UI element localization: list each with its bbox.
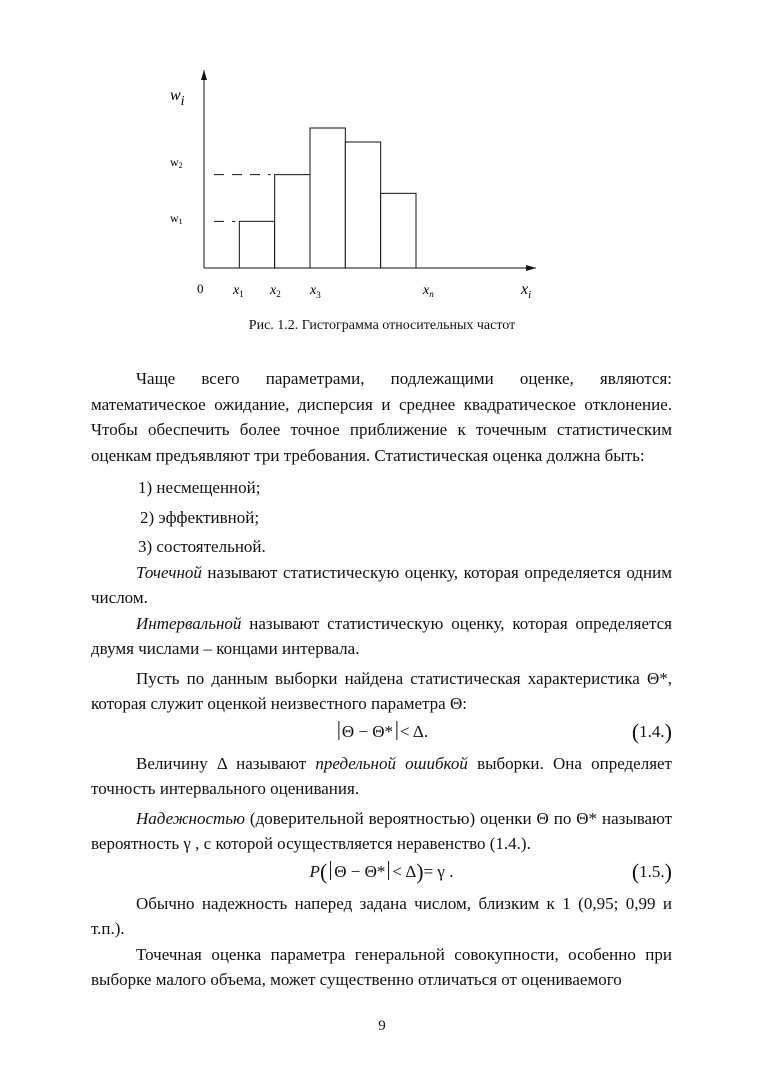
paragraph — [91, 751, 672, 802]
origin-label: 0 — [197, 281, 204, 296]
term: предельной ошибкой — [315, 753, 468, 773]
w1-tick-label: w1 — [170, 211, 183, 226]
body-text — [91, 366, 672, 993]
x2-tick-label: $x_2$ — [270, 283, 281, 299]
x3-tick-label: $x_3$ — [310, 283, 321, 300]
y-axis-label: wi — [170, 87, 185, 109]
paragraph — [91, 560, 672, 611]
w2-tick-label: w2 — [170, 155, 183, 170]
xn-tick-label: $x_n$ — [423, 283, 434, 299]
histogram-bar-3 — [310, 128, 345, 268]
histogram-bar-1 — [239, 221, 274, 268]
histogram-bar-4 — [345, 142, 380, 268]
paragraph-text: (доверительной вероятностью) оценки Θ по Θ* называют вероятность γ , с которой осуществляется неравенство (1.4.). — [91, 808, 672, 853]
formula-1-4 — [91, 719, 672, 749]
paragraph: Пусть по данным выборки найдена статистическая характеристика Θ*, которая служит оценкой неизвестного параметра Θ: — [91, 668, 672, 713]
paragraph — [91, 611, 672, 662]
list-item: 1) несмещенной; — [138, 478, 261, 497]
page-number: 9 — [378, 1018, 386, 1034]
formula-expression: P( Θ − Θ* < Δ)= γ . — [309, 858, 454, 884]
paragraph: Обычно надежность наперед задана числом, близким к 1 (0,95; 0,99 и т.п.). — [91, 893, 672, 938]
list-item: 3) состоятельной. — [138, 537, 266, 556]
paragraph: Чаще всего параметрами, подлежащими оценке, являются: математическое ожидание, дисперсия и среднее квадратическое отклонение. Чтобы обеспечить более точное приближение к точечным статистическим оценкам предъявляют три требования. Статистическая оценка должна быть: — [91, 369, 672, 465]
term: Интервальной — [136, 613, 242, 633]
histogram-figure — [160, 62, 560, 312]
formula-1-5 — [91, 859, 672, 889]
y-axis-arrow — [201, 70, 207, 80]
x-axis-arrow — [526, 265, 536, 271]
paragraph-text: называют статистическую оценку, которая определяется одним числом. — [91, 562, 672, 607]
list-item: 2) эффективной; — [140, 507, 260, 527]
x1-tick-label: $x_1$ — [233, 283, 244, 299]
term: Надежностью — [136, 808, 245, 828]
histogram-bar-5 — [381, 193, 416, 268]
requirements-list — [91, 475, 672, 560]
term: Точечной — [136, 562, 202, 582]
x-axis-label: $x_i$ — [521, 281, 532, 301]
formula-expression: Θ − Θ* < Δ. — [335, 719, 428, 745]
formula-number: (1.4.) — [631, 718, 672, 744]
histogram-bar-2 — [275, 175, 310, 268]
figure-caption: Рис. 1.2. Гистограмма относительных частот — [248, 318, 516, 333]
paragraph-text: выборки. Она определяет точность интервального оценивания. — [91, 753, 672, 798]
paragraph-text: называют статистическую оценку, которая определяется двумя числами – концами интервала. — [91, 613, 672, 658]
paragraph: Точечная оценка параметра генеральной совокупности, особенно при выборке малого объема, может существенно отличаться от оцениваемого — [91, 944, 672, 989]
paragraph-text: Величину Δ называют — [136, 753, 316, 773]
formula-number: (1.5.) — [631, 858, 672, 884]
paragraph — [91, 806, 672, 857]
